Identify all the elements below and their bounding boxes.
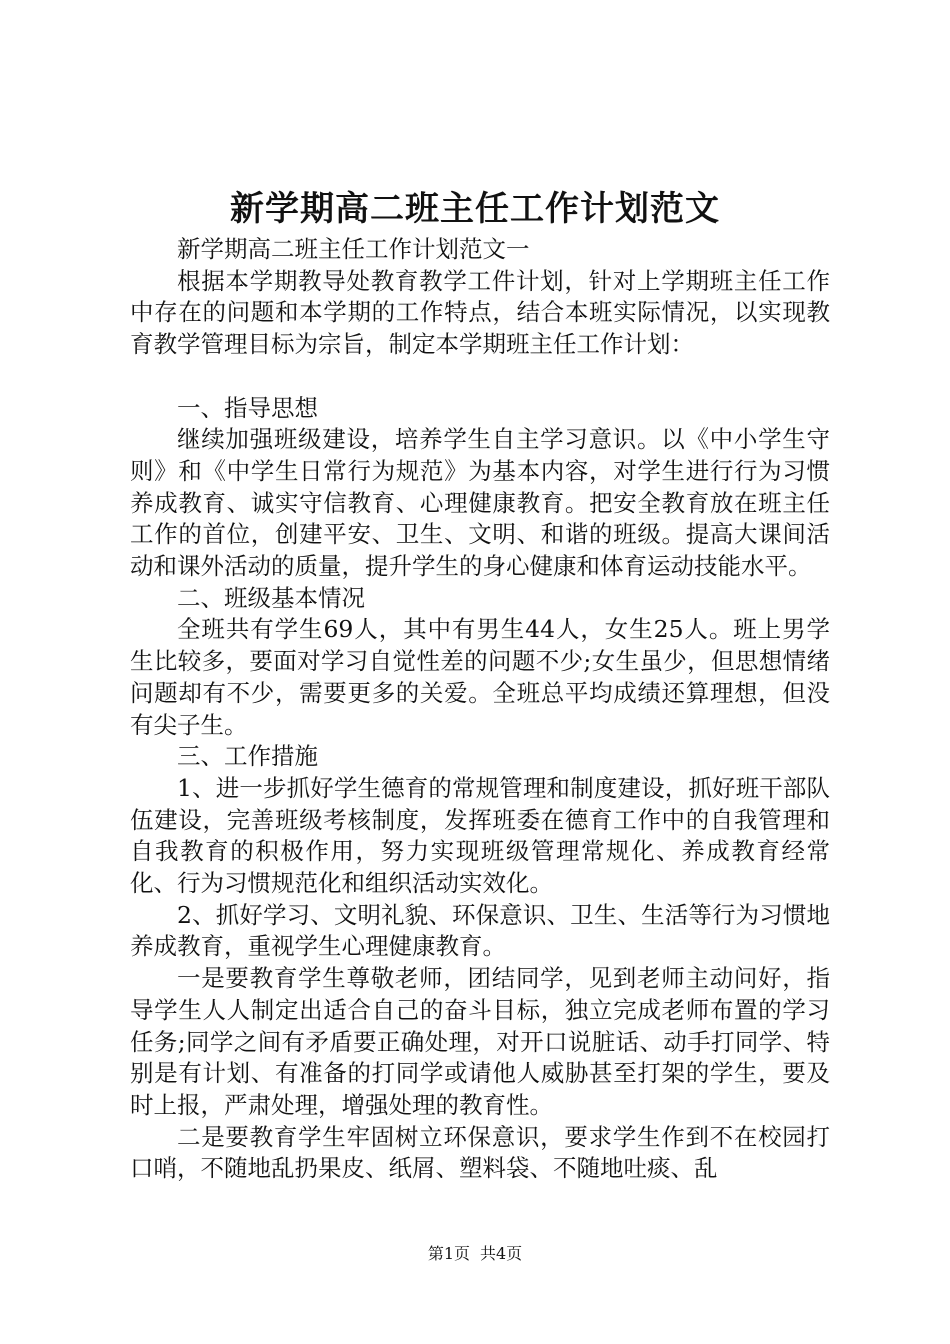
paragraph-measure-2: 2、抓好学习、文明礼貌、环保意识、卫生、生活等行为习惯地养成教育，重视学生心理健康教育。 bbox=[130, 900, 830, 961]
page-footer bbox=[0, 1243, 950, 1265]
page-total: 共4页 bbox=[480, 1244, 523, 1263]
paragraph-subtitle: 新学期高二班主任工作计划范文一 bbox=[177, 235, 530, 263]
heading-guiding-thought: 一、指导思想 bbox=[177, 393, 318, 422]
heading-work-measures: 三、工作措施 bbox=[177, 742, 318, 771]
document-title: 新学期高二班主任工作计划范文 bbox=[230, 189, 720, 229]
paragraph-point-2: 二是要教育学生牢固树立环保意识，要求学生作到不在校园打口哨，不随地乱扔果皮、纸屑、塑料袋、不随地吐痰、乱 bbox=[130, 1122, 830, 1183]
paragraph-guiding-thought: 继续加强班级建设，培养学生自主学习意识。以《中小学生守则》和《中学生日常行为规范》为基本内容，对学生进行行为习惯养成教育、诚实守信教育、心理健康教育。把安全教育放在班主任工作的首位，创建平安、卫生、文明、和谐的班级。提高大课间活动和课外活动的质量，提升学生的身心健康和体育运动技能水平。 bbox=[130, 425, 830, 581]
heading-class-situation: 二、班级基本情况 bbox=[177, 583, 365, 612]
paragraph-intro: 根据本学期教导处教育教学工件计划，针对上学期班主任工作中存在的问题和本学期的工作特点，结合本班实际情况，以实现教育教学管理目标为宗旨，制定本学期班主任工作计划： bbox=[130, 266, 830, 359]
paragraph-point-1: 一是要教育学生尊敬老师，团结同学，见到老师主动问好，指导学生人人制定出适合自己的奋斗目标，独立完成老师布置的学习任务;同学之间有矛盾要正确处理，对开口说脏话、动手打同学、特别是有计划、有准备的打同学或请他人威胁甚至打架的学生，要及时上报，严肃处理，增强处理的教育性。 bbox=[130, 964, 830, 1119]
page-number: 第1页 bbox=[427, 1244, 470, 1263]
paragraph-class-situation: 全班共有学生69人，其中有男生44人，女生25人。班上男学生比较多，要面对学习自觉性差的问题不少;女生虽少，但思想情绪问题却有不少，需要更多的关爱。全班总平均成绩还算理想，但没有尖子生。 bbox=[130, 615, 830, 739]
document-body bbox=[130, 234, 830, 1185]
paragraph-measure-1: 1、进一步抓好学生德育的常规管理和制度建设，抓好班干部队伍建设，完善班级考核制度，发挥班委在德育工作中的自我管理和自我教育的积极作用，努力实现班级管理常规化、养成教育经常化、行为习惯规范化和组织活动实效化。 bbox=[130, 773, 830, 898]
